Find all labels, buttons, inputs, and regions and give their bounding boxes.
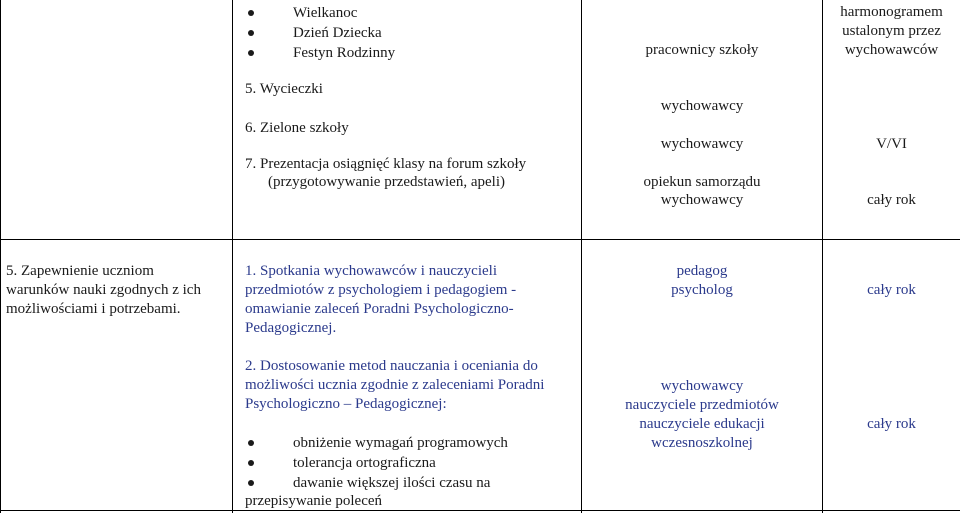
deadline-cell: wychowawców	[844, 42, 939, 58]
activity-text: Psychologiczno – Pedagogicznej:	[245, 396, 447, 412]
responsible-cell: wczesnoszkolnej	[651, 435, 753, 451]
bullet-icon	[248, 10, 254, 16]
activity-text: 1. Spotkania wychowawców i nauczycieli	[245, 263, 498, 279]
responsible-cell: nauczyciele edukacji	[639, 416, 765, 432]
responsible-cell: pedagog	[676, 263, 728, 279]
list-item-continuation: przepisywanie poleceń	[245, 493, 383, 509]
task-title: 5. Zapewnienie uczniom	[6, 263, 154, 279]
deadline-cell: ustalonym przez	[842, 23, 941, 39]
bullet-icon	[248, 440, 254, 446]
list-item: 7. Prezentacja osiągnięć klasy na forum szkoły	[245, 156, 527, 172]
task-title: warunków nauki zgodnych z ich	[6, 282, 201, 298]
list-item: Dzień Dziecka	[293, 25, 382, 41]
list-item: (przygotowywanie przedstawień, apeli)	[268, 174, 505, 190]
deadline-cell: harmonogramem	[840, 4, 943, 20]
responsible-cell: wychowawcy	[660, 98, 744, 114]
responsible-cell: pracownicy szkoły	[645, 42, 759, 58]
list-item: 5. Wycieczki	[245, 81, 323, 97]
responsible-cell: wychowawcy	[660, 192, 744, 208]
responsible-cell: wychowawcy	[660, 136, 744, 152]
table-divider-col3	[822, 0, 823, 513]
activity-text: omawianie zaleceń Poradni Psychologiczno-	[245, 301, 514, 317]
list-item: Wielkanoc	[293, 5, 358, 21]
deadline-cell: cały rok	[867, 282, 916, 298]
list-item: Festyn Rodzinny	[293, 45, 396, 61]
activity-text: 2. Dostosowanie metod nauczania i oceniania do	[245, 358, 538, 374]
bullet-icon	[248, 480, 254, 486]
list-item: tolerancja ortograficzna	[293, 455, 436, 471]
task-title: możliwościami i potrzebami.	[6, 301, 181, 317]
bullet-icon	[248, 460, 254, 466]
table-border-bottom	[0, 510, 960, 511]
bullet-icon	[248, 30, 254, 36]
list-item: 6. Zielone szkoły	[245, 120, 349, 136]
list-item: obniżenie wymagań programowych	[293, 435, 508, 451]
responsible-cell: nauczyciele przedmiotów	[625, 397, 779, 413]
table-border-left	[0, 0, 1, 513]
activity-text: Pedagogicznej.	[245, 320, 337, 336]
table-divider-col1	[232, 0, 233, 513]
responsible-cell: wychowawcy	[660, 378, 744, 394]
responsible-cell: opiekun samorządu	[643, 174, 761, 190]
table-row-divider	[0, 239, 960, 240]
deadline-cell: cały rok	[867, 416, 916, 432]
activity-text: możliwości ucznia zgodnie z zaleceniami Poradni	[245, 377, 545, 393]
deadline-cell: V/VI	[876, 136, 907, 152]
activity-text: przedmiotów z psychologiem i pedagogiem -	[245, 282, 517, 298]
list-item: dawanie większej ilości czasu na	[293, 475, 491, 491]
bullet-icon	[248, 50, 254, 56]
responsible-cell: psycholog	[671, 282, 733, 298]
deadline-cell: cały rok	[867, 192, 916, 208]
